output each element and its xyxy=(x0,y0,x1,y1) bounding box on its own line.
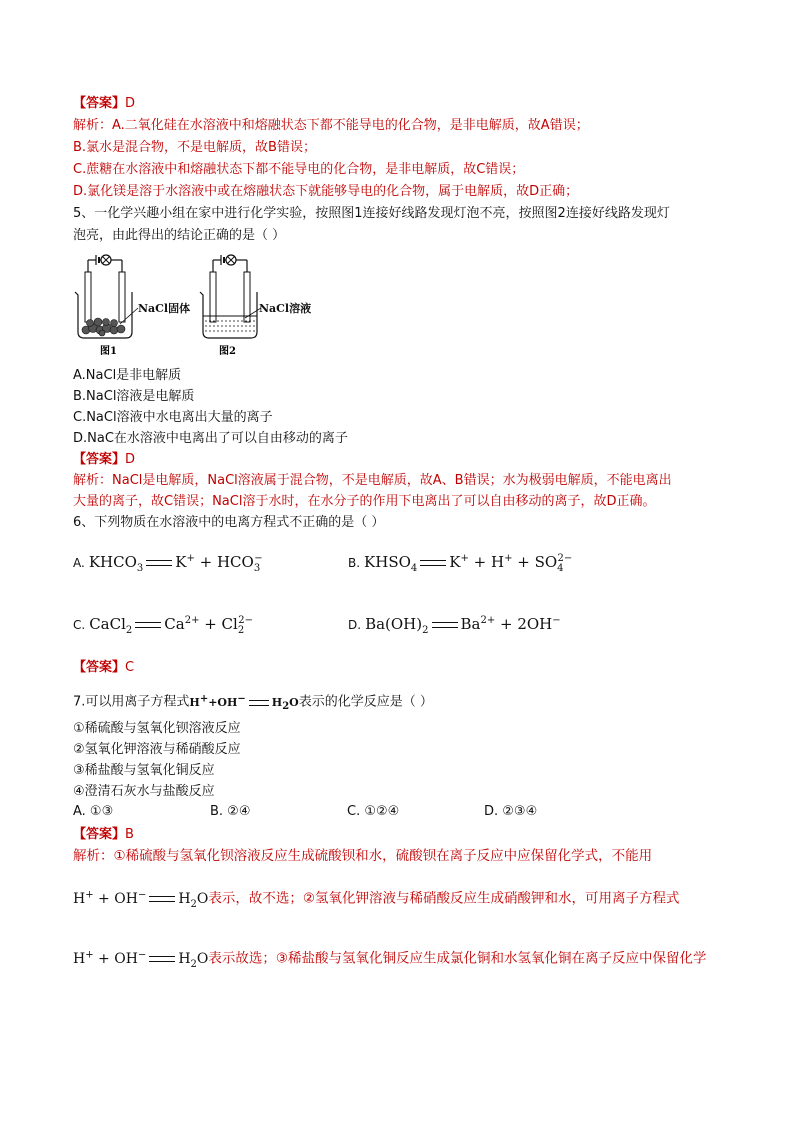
q7-option-b: B. ②④ xyxy=(210,804,251,819)
q4-explain-1: 解析：A.二氧化硅在水溶液中和熔融状态下都不能导电的化合物，是非电解质，故A错误； xyxy=(73,118,589,133)
q4-explain-2: B.氯水是混合物，不是电解质，故B错误； xyxy=(73,140,316,155)
q7-item-2: ②氢氧化钾溶液与稀硝酸反应 xyxy=(73,742,241,757)
q7-item-3: ③稀盐酸与氢氧化铜反应 xyxy=(73,763,215,778)
q7-answer: 【答案】B xyxy=(73,827,134,842)
q6-formula-d: $Ba(OH)_2$ $Ba^{2+} + 2OH^-$ xyxy=(365,615,561,636)
q5-option-b: B.NaCl溶液是电解质 xyxy=(73,389,195,404)
q6-formula-b: $KHSO_4$ $K^+ + H^+ + SO_4^{2-}$ xyxy=(364,553,573,574)
q5-stem-1: 5、一化学兴趣小组在家中进行化学实验，按照图1连接好线路发现灯泡不亮，按照图2连接好线路发现灯 xyxy=(73,206,670,221)
q7-explain-2: H+ + OH− $H_2O$表示，故不选；②氢氧化钾溶液与稀硝酸反应生成硝酸钾和水，可用离子方程式 xyxy=(73,889,680,910)
figure-1 xyxy=(70,250,200,360)
q5-option-d: D.NaC在水溶液中电离出了可以自由移动的离子 xyxy=(73,431,348,446)
figure-2-caption: 图2 xyxy=(219,346,236,357)
q6-answer: 【答案】C xyxy=(73,660,135,675)
q6-formula-a: $KHCO_3$ $K^+ + HCO_3^-$ xyxy=(88,553,263,574)
figure-1-label: NaCl固体 xyxy=(138,302,191,315)
q7-option-a: A. ①③ xyxy=(73,804,114,819)
q7-stem: 7.可以用离子方程式H++OH− $H_2O$表示的化学反应是（ ） xyxy=(73,693,433,712)
q7-option-c: C. ①②④ xyxy=(347,804,400,819)
q7-item-1: ①稀硫酸与氢氧化钡溶液反应 xyxy=(73,721,241,736)
q7-explain-3: H+ + OH− $H_2O$表示故选；③稀盐酸与氢氧化铜反应生成氯化铜和水氢氧化铜在离子反应中保留化学 xyxy=(73,949,707,970)
q4-answer: 【答案】D xyxy=(73,96,136,111)
q4-explain-3: C.蔗糖在水溶液中和熔融状态下都不能导电的化合物，是非电解质，故C错误； xyxy=(73,162,525,177)
q5-option-c: C.NaCl溶液中水电离出大量的离子 xyxy=(73,410,273,425)
q6-option-b: B. $KHSO_4$ $K^+ + H^+ + SO_4^{2-}$ xyxy=(348,553,573,574)
q5-explain-1: 解析：NaCl是电解质，NaCl溶液属于混合物，不是电解质，故A、B错误；水为极弱电解质，不能电离出 xyxy=(73,473,672,488)
q7-item-4: ④澄清石灰水与盐酸反应 xyxy=(73,784,215,799)
q7-explain-1: 解析：①稀硫酸与氢氧化钡溶液反应生成硫酸钡和水，硫酸钡在离子反应中应保留化学式，不能用 xyxy=(73,848,653,864)
q7-stem-formula: H++OH− $H_2O$ xyxy=(189,693,299,712)
q6-option-a: A. $KHCO_3$ $K^+ + HCO_3^-$ xyxy=(73,553,263,574)
q7-formula-1: H+ + OH− $H_2O$ xyxy=(73,889,209,910)
q6-option-c: C. CaCl$_2$ $Ca^{2+} + Cl_2^{2-}$ xyxy=(73,615,253,636)
q5-explain-2: 大量的离子，故C错误；NaCl溶于水时，在水分子的作用下电离出了可以自由移动的离子，故D正确。 xyxy=(73,494,656,509)
q6-stem: 6、下列物质在水溶液中的电离方程式不正确的是（ ） xyxy=(73,515,385,530)
figure-1-caption: 图1 xyxy=(100,346,117,357)
figure-2-label: NaCl溶液 xyxy=(259,302,312,315)
q6-formula-c: CaCl$_2$ $Ca^{2+} + Cl_2^{2-}$ xyxy=(89,615,253,636)
q4-explain-4: D.氯化镁是溶于水溶液中或在熔融状态下就能够导电的化合物，属于电解质，故D正确； xyxy=(73,184,579,199)
figure-2 xyxy=(195,250,325,360)
q6-option-d: D. $Ba(OH)_2$ $Ba^{2+} + 2OH^-$ xyxy=(348,615,561,636)
q7-formula-2: H+ + OH− $H_2O$ xyxy=(73,949,209,970)
q5-stem-2: 泡亮，由此得出的结论正确的是（ ） xyxy=(73,228,286,243)
q7-option-d: D. ②③④ xyxy=(484,804,538,819)
q5-option-a: A.NaCl是非电解质 xyxy=(73,368,182,383)
q5-answer: 【答案】D xyxy=(73,452,136,467)
